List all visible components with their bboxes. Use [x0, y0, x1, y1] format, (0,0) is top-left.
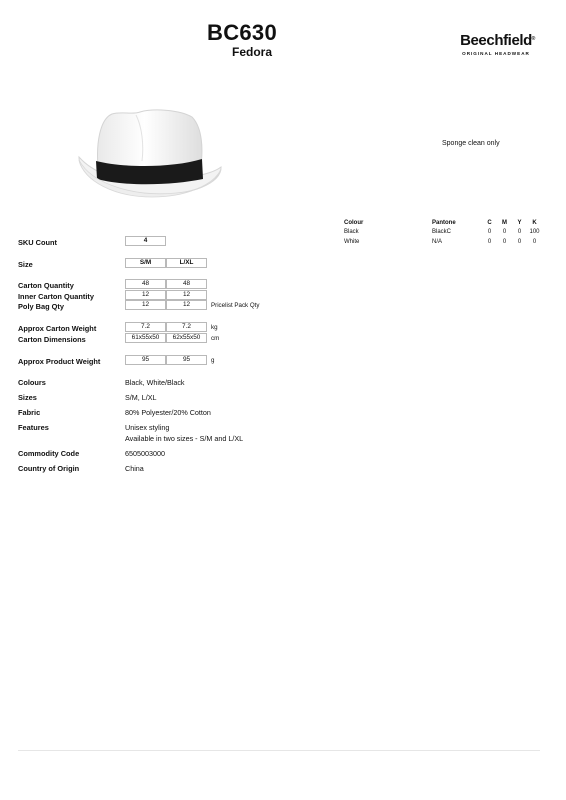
size-value-sm: S/M [125, 258, 166, 268]
pantone-colour: White [344, 239, 360, 245]
pantone-header-c: C [487, 220, 492, 226]
poly-bag-qty-sm: 12 [125, 300, 166, 310]
pantone-m: 0 [502, 239, 507, 245]
sku-count-value: 4 [125, 236, 166, 246]
product-name: Fedora [232, 45, 273, 59]
feature-item: Unisex styling [125, 423, 170, 432]
pantone-header-row [344, 219, 542, 227]
carton-weight-lxl: 7.2 [166, 322, 207, 332]
inner-carton-quantity-sm: 12 [125, 290, 166, 300]
fedora-hat-image [76, 105, 226, 210]
pantone-k: 0 [532, 239, 537, 245]
pantone-m: 0 [502, 229, 507, 235]
pantone-header-y: Y [517, 220, 522, 226]
care-instructions: Sponge clean only [442, 140, 500, 147]
poly-bag-qty-lxl: 12 [166, 300, 207, 310]
pantone-k: 100 [529, 229, 540, 235]
carton-weight-unit: kg [211, 324, 218, 331]
carton-dimensions-lxl: 62x55x50 [166, 333, 207, 343]
size-value-lxl: L/XL [166, 258, 207, 268]
footer-divider [18, 750, 540, 751]
colours-value: Black, White/Black [125, 378, 185, 387]
pantone-c: 0 [487, 229, 492, 235]
pantone-header-colour: Colour [344, 220, 364, 226]
carton-dimensions-label: Carton Dimensions [18, 335, 86, 344]
features-label: Features [18, 423, 49, 432]
colours-label: Colours [18, 378, 46, 387]
pantone-header-m: M [502, 220, 507, 226]
carton-quantity-sm: 48 [125, 279, 166, 289]
country-of-origin-value: China [125, 464, 144, 473]
carton-weight-label: Approx Carton Weight [18, 324, 97, 333]
pantone-y: 0 [517, 229, 522, 235]
fabric-label: Fabric [18, 408, 41, 417]
inner-carton-quantity-lxl: 12 [166, 290, 207, 300]
pantone-code: BlackC [432, 229, 452, 235]
brand-logo [452, 32, 540, 57]
commodity-code-label: Commodity Code [18, 449, 80, 458]
brand-tagline: ORIGINAL HEADWEAR [462, 51, 530, 56]
pricelist-pack-qty-note: Pricelist Pack Qty [211, 302, 260, 309]
feature-item: Available in two sizes - S/M and L/XL [125, 434, 244, 443]
product-weight-sm: 95 [125, 355, 166, 365]
carton-weight-sm: 7.2 [125, 322, 166, 332]
pantone-c: 0 [487, 239, 492, 245]
size-label: Size [18, 260, 33, 269]
poly-bag-qty-label: Poly Bag Qty [18, 302, 64, 311]
pantone-table [344, 219, 542, 247]
pantone-colour: Black [344, 229, 359, 235]
country-of-origin-label: Country of Origin [18, 464, 80, 473]
carton-dimensions-unit: cm [211, 335, 220, 342]
sizes-value: S/M, L/XL [125, 393, 157, 402]
brand-name: Beechfield [460, 32, 532, 49]
carton-dimensions-sm: 61x55x50 [125, 333, 166, 343]
pantone-header-pantone: Pantone [432, 220, 456, 226]
fabric-value: 80% Polyester/20% Cotton [125, 408, 211, 417]
pantone-code: N/A [432, 239, 443, 245]
carton-quantity-label: Carton Quantity [18, 281, 74, 290]
sizes-label: Sizes [18, 393, 37, 402]
product-weight-lxl: 95 [166, 355, 207, 365]
pantone-y: 0 [517, 239, 522, 245]
pantone-header-k: K [532, 220, 537, 226]
commodity-code-value: 6505003000 [125, 449, 165, 458]
product-weight-unit: g [211, 357, 215, 364]
table-row [344, 237, 542, 247]
product-weight-label: Approx Product Weight [18, 357, 101, 366]
brand-registered-mark: ® [531, 36, 535, 42]
table-row [344, 227, 542, 237]
inner-carton-quantity-label: Inner Carton Quantity [18, 292, 94, 301]
product-code: BC630 [207, 20, 277, 45]
sku-count-label: SKU Count [18, 238, 57, 247]
carton-quantity-lxl: 48 [166, 279, 207, 289]
